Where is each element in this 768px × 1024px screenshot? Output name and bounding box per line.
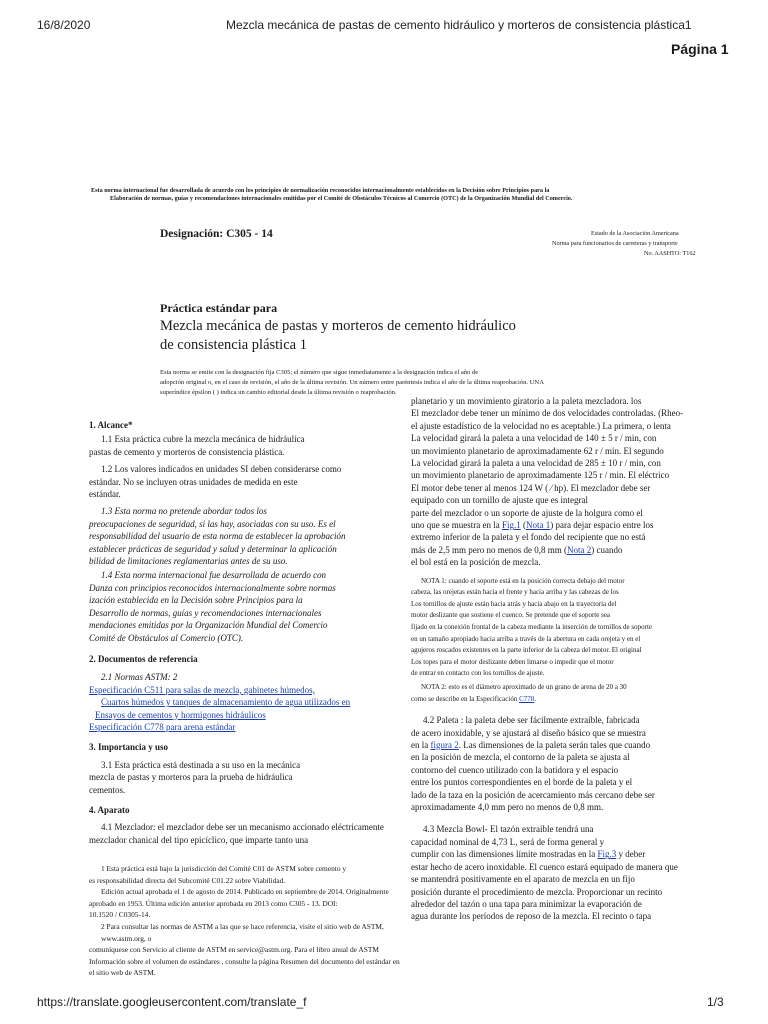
note-2: NOTA 2: esto es el diámetro aproximado de un grano de arena de 20 a 30 como se describe en la Especificación C778. [411,683,627,703]
para-4-3: 4.3 Mezcla Bowl- El tazón extraíble tendrá una capacidad nominal de 4,73 L, será de forma general y cumplir con las dimensiones límite mostradas en la Fig.3 y deber estar hecho de acero inoxidable. El cuenco estará equipado de manera que se mantendrá positivamente en el aparato de mezcla en un fijo posición durante el procedimiento de mezcla. Proporcionar un recinto alrededor del tazón o una tapa para minimizar la evaporación de agua durante los períodos de reposo de la mezcla. El recinto o tapa [411,824,678,922]
title-line-1: Mezcla mecánica de pastas y morteros de cemento hidráulico [160,318,516,334]
para-4-1: 4.1 Mezclador: el mezclador debe ser un mecanismo accionado eléctricamente mezclador chanical del tipo epicíclico, que imparte tanto una [89,822,384,845]
nota-1-link[interactable]: Nota 1 [526,520,551,531]
note-1: NOTA 1: cuando el soporte está en la posición correcta debajo del motor cabeza, las orejetas están hacia el frente y hacia arriba y las cabezas de los Los tornillos de ajuste están hacia atrás y hacia abajo en la trayectoria del motor deslizante que sostiene el cuenco. Se pretende que el soporte sea fijado en la conexión frontal de la cabeza mediante la inserción de tornillos de soporte en un tamaño apropiado hacia arriba a través de la abertura en cada orejeta y en el agujeros roscados existentes en la parte inferior de la cabeza del motor. El original Los topes para el motor deslizante deben limarse o impedir que el motor de entrar en contacto con los tornillos de ajuste. [411,576,653,678]
ref-c511-link-c[interactable]: Ensayos de cementos y hormigones hidráulicos [95,709,266,720]
para-1-4: 1.4 Esta norma internacional fue desarrollada de acuerdo con Danza con principios reconocidos internacionalmente sobre normas ización establecida en la Decisión sobre Principios para la Desarrollo de normas, guías y recomendaciones internacionales mendaciones emitidas por la Organización Mundial del Comercio Comité de Obstáculos al Comercio (OTC). [89,570,336,643]
para-4-1-cont: planetario y un movimiento giratorio a la paleta mezcladora. los El mezclador debe tener un mínimo de dos velocidades controladas. (Rheo- el ajuste estadístico de la velocidad no es aceptable.) La primera, o lenta La velocidad girará la paleta a una velocidad de 140 ± 5 r / min, con un movimiento planetario de aproximadamente 62 r / min. El segundo La velocidad girará la paleta a una velocidad de 285 ± 10 r / min, con un movimiento planetario de aproximadamente 125 r / min. El eléctrico El motor debe tener al menos 124 W ( ⁄ hp). El mezclador debe ser equipado con un tornillo de ajuste que es integral parte del mezclador o un soporte de ajuste de la holgura como el uno que se muestra en la Fig.1 (Nota 1) para dejar espacio entre los extremo inferior de la paleta y el fondo del recipiente que no está más de 2,5 mm pero no menos de 0,8 mm (Nota 2) cuando el bol está en la posición de mezcla. [411,396,684,568]
ref-c511-link-b[interactable]: Cuartos húmedos y tanques de almacenamiento de agua utilizados en [101,697,351,708]
footnote-2-line-1: 2 Para consultar las normas de ASTM a las que se hace referencia, visite el sitio web de ASTM, www.astm.org, o [101,921,384,943]
para-1-2: 1.2 Los valores indicados en unidades SI deben considerarse como estándar. No se incluyen otras unidades de medida en este estándar. [89,464,342,500]
para-1-1: 1.1 Esta práctica cubre la mezcla mecánica de hidráulica pastas de cemento y morteros de consistencia plástica. [89,434,305,457]
section-1-heading: 1. Alcance* [89,420,133,430]
para-4-2: 4.2 Paleta : la paleta debe ser fácilmente extraíble, fabricada de acero inoxidable, y se ajustará al diseño básico que se muestra en la figura 2. Las dimensiones de la paleta serán tales que cuando en la posición de mezcla, el contorno de la paleta se ajusta al contorno del cuenco utilizado con la batidora y el espacio entre los puntos correspondientes en el borde de la paleta y el lado de la taza en la posición de acercamiento más cercano debe ser aproximadamente 4,0 mm pero no menos de 0,8 mm. [411,715,655,813]
section-4-heading: 4. Aparato [89,804,130,815]
issued-line-3: superíndice épsilon ( ) indica un cambio editorial desde la última revisión o reaprobación. [160,389,397,396]
para-3-1: 3.1 Esta práctica está destinada a su uso en la mecánica mezcla de pastas y morteros para la prueba de hidráulica cementos. [89,759,301,795]
fig-3-link[interactable]: Fig.3 [597,849,617,860]
designation: Designación: C305 - 14 [160,228,273,240]
ref-c511-link-a[interactable]: Especificación C511 para salas de mezcla, gabinetes húmedos, [89,684,315,695]
print-page-count: 1/3 [707,995,724,1009]
section-3-heading: 3. Importancia y uso [89,742,169,753]
intro-line-1: Esta norma internacional fue desarrollada de acuerdo con los principios de normalización reconocidos internacionalmente establecidos en la Decisión sobre Principios para la [91,187,550,194]
para-2-1: 2.1 Normas ASTM: 2 [101,672,178,683]
issued-line-1: Esta norma se emite con la designación fija C305; el número que sigue inmediatamente a la designación indica el año de [160,369,479,376]
state-line-3: No. AASHTO: T162 [644,250,696,257]
print-date: 16/8/2020 [37,18,91,32]
right-column [411,395,741,923]
title-kicker: Práctica estándar para [160,301,278,315]
footnotes: 1 Esta práctica está bajo la jurisdicción del Comité C01 de ASTM sobre cemento y es responsabilidad directa del Subcomité C01.22 sobre Viabilidad. Edición actual aprobada el 1 de agosto de 2014. Publicado en septiembre de 2014. Originalmente aprobado en 1953. Última edición anterior aprobada en 2013 como C305 - 13. DOI: 10.1520 / C0305-14. 2 Para consultar las normas de ASTM a las que se hace referencia, visite el sitio web de ASTM, www.astm.org, o comuníquese con Servicio al cliente de ASTM en service@astm.org. Para el libro anual de ASTM Información sobre el volumen de estándares , consulte la página Resumen del documento del estándar en el sitio web de ASTM. [89,863,419,979]
c778-link[interactable]: C778 [519,694,535,703]
title-line-2: de consistencia plástica 1 [160,337,307,353]
intro-line-2: Elaboración de normas, guías y recomendaciones internacionales emitidas por el Comité de Obstáculos Técnicos al Comercio (OTC) de la Organización Mundial del Comercio. [110,195,573,202]
para-1-3: 1.3 Esta norma no pretende abordar todos los preocupaciones de seguridad, si las hay, asociadas con su uso. Es el responsabilidad del usuario de esta norma de establecer la aprobación establecer prácticas de seguridad y salud y determinar la aplicación bilidad de limitaciones reglamentarias antes de su uso. [89,506,346,567]
reference-list [89,684,409,734]
fig-2-link[interactable]: figura 2 [430,740,459,751]
ref-c778-link[interactable]: Especificación C778 para arena estándar [89,721,236,732]
nota-2-link[interactable]: Nota 2 [566,544,592,555]
section-2-heading: 2. Documentos de referencia [89,653,198,664]
state-line-2: Norma para funcionarios de carreteras y transporte [552,240,678,247]
footnote-1-line-1: 1 Esta práctica está bajo la jurisdicción del Comité C01 de ASTM sobre cemento y [101,864,347,873]
state-line-1: Estado de la Asociación Americana [591,230,679,237]
print-url: https://translate.googleusercontent.com/translate_f [37,995,307,1009]
fig-1-link[interactable]: Fig.1 [501,520,521,531]
issued-line-2: adopción original o, en el caso de revisión, el año de la última revisión. Un número entre paréntesis indica el año de la última reaprobación. UNA [160,379,544,386]
print-page-title: Mezcla mecánica de pastas de cemento hidráulico y morteros de consistencia plástica1 [226,18,692,32]
page-label: Página 1 [671,41,729,57]
left-column [89,419,409,846]
